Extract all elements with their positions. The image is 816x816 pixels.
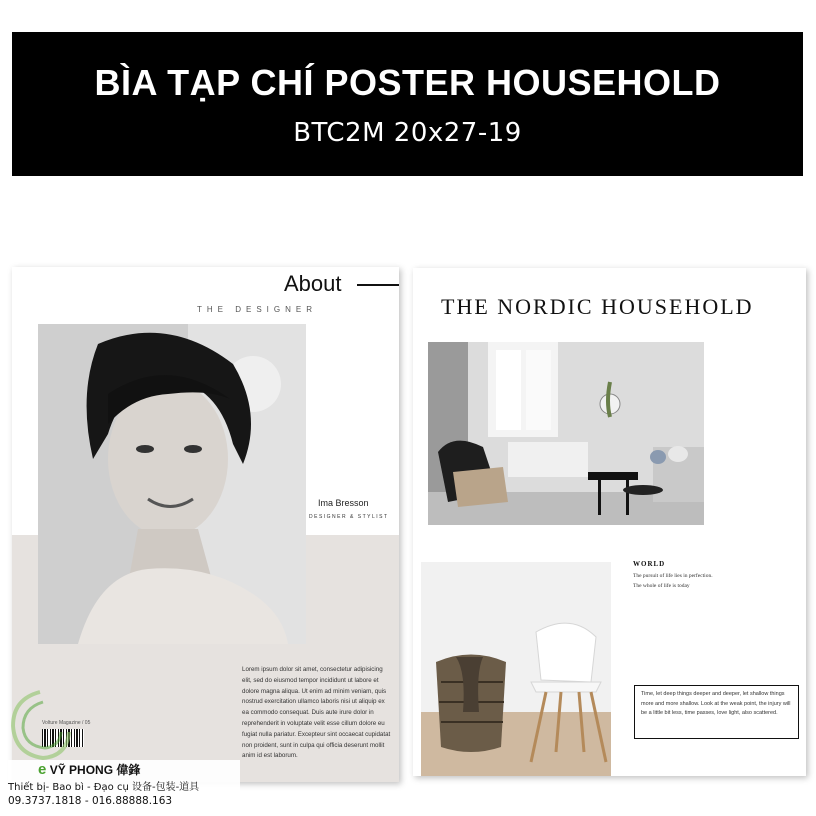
chair-photo <box>421 562 611 776</box>
title-banner <box>12 32 803 176</box>
designer-subtitle: THE DESIGNER <box>197 305 318 314</box>
living-room-photo <box>428 342 704 525</box>
banner-code: BTC2M 20x27-19 <box>293 118 522 148</box>
body-text: Lorem ipsum dolor sit amet, consectetur adipisicing elit, sed do eiusmod tempor incididunt ut labore et dolore magna aliqua. Ut enim ad minim veniam, quis nostrud exercitation ullamco laboris nisi ut aliquip ex ea commodo consequat. Duis aute irure dolor in reprehenderit in voluptate velit esse cillum dolore eu fugiat nulla pariatur. Excepteur sint occaecat cupidatat non proident, sunt in culpa qui officia deserunt mollit anim id est laborum. <box>242 666 391 760</box>
brand-name <box>38 761 140 778</box>
heading-rule <box>357 284 399 286</box>
brand-label: VỸ PHONG 偉鋒 <box>49 763 141 777</box>
magazine-page-right <box>413 268 806 776</box>
banner-title: BÌA TẠP CHÍ POSTER HOUSEHOLD <box>94 62 721 103</box>
phone-numbers: 09.3737.1818 - 016.88888.163 <box>8 795 173 807</box>
brand-initial-icon: e <box>38 761 47 778</box>
swirl-logo-icon <box>5 684 75 764</box>
designer-role: DESIGNER & STYLIST <box>309 514 389 520</box>
brand-tagline: Thiết bị- Bao bì - Đạo cụ 设备-包装-道具 <box>8 782 200 793</box>
issue-label: Volture Magazine / 05 <box>42 720 91 726</box>
portrait-photo <box>38 324 306 644</box>
world-heading: WORLD <box>633 560 666 568</box>
about-heading: About <box>284 271 342 296</box>
designer-name: Ima Bresson <box>318 498 369 508</box>
nordic-title: THE NORDIC HOUSEHOLD <box>441 294 754 319</box>
world-text: The pursuit of life lies in perfection. The whole of life is today <box>633 573 713 589</box>
quote-box: Time, let deep things deeper and deeper, let shallow things more and more shallow. Look at the weak point, the injury will be a little bit less, time passes, love light, also scattered. <box>634 685 799 739</box>
